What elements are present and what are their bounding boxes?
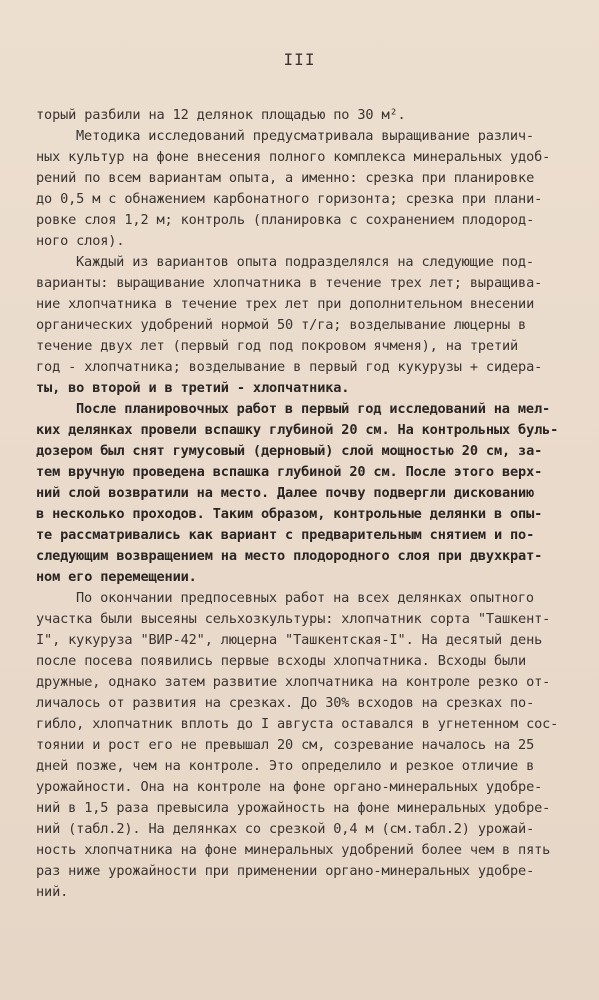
text-line: гибло, хлопчатник вплоть до I августа оставался в угнетенном сос- [36,716,559,732]
page-number: III [283,50,316,69]
text-line: те рассматривались как вариант с предварительным снятием и по- [36,527,535,543]
text-line: тем вручную проведена вспашка глубиной 20 см. После этого верх- [36,464,543,480]
text-line: течение двух лет (первый год под покровом ячменя), на третий [36,338,519,354]
text-line: дозером был снят гумусовый (дерновый) слой мощностью 20 см, за- [36,443,543,459]
text-line: ний слой возвратили на место. Далее почву подвергли дискованию [36,485,535,501]
text-line: ность хлопчатника на фоне минеральных удобрений более чем в пять [36,842,551,858]
text-line: до 0,5 м с обнажением карбонатного горизонта; срезка при плани- [36,191,543,207]
text-line: I", кукуруза "ВИР-42", люцерна "Ташкентская-I". На десятый день [36,632,543,648]
text-line: после посева появились первые всходы хлопчатника. Всходы были [36,653,527,669]
body-text [36,105,581,903]
text-line: в несколько проходов. Таким образом, контрольные делянки в опы- [36,506,543,522]
text-line: год - хлопчатника; возделывание в первый год кукурузы + сидера- [36,359,543,375]
text-line: ние хлопчатника в течение трех лет при дополнительном внесении [36,296,535,312]
text-line: тоянии и рост его не превышал 20 см, созревание началось на 25 [36,737,535,753]
text-line: По окончании предпосевных работ на всех делянках опытного [76,590,534,606]
text-line: ты, во второй и в третий - хлопчатника. [36,380,350,396]
text-line: органических удобрений нормой 50 т/га; возделывание люцерны в [36,317,527,333]
text-line: торый разбили на 12 делянок площадью по 30 м². [36,107,406,123]
text-line: ний в 1,5 раза превысила урожайность на фоне минеральных удобре- [36,800,551,816]
text-line: личалось от развития на срезках. До 30% всходов на срезках по- [36,695,535,711]
text-line: раз ниже урожайности при применении органо-минеральных удобре- [36,863,535,879]
text-line: ных культур на фоне внесения полного комплекса минеральных удоб- [36,149,551,165]
text-line: Методика исследований предусматривала выращивание различ- [76,128,534,144]
text-line: ровке слоя 1,2 м; контроль (планировка с сохранением плодород- [36,212,535,228]
text-line: следующим возвращением на место плодородного слоя при двухкрат- [36,548,543,564]
text-line: ного слоя). [36,233,125,249]
text-line: Каждый из вариантов опыта подразделялся на следующие под- [76,254,534,270]
text-line: рений по всем вариантам опыта, а именно: срезка при планировке [36,170,535,186]
text-line: урожайности. Она на контроле на фоне органо-минеральных удобре- [36,779,543,795]
text-line: ний. [36,884,69,900]
text-line: дружные, однако затем развитие хлопчатника на контроле резко от- [36,674,551,690]
text-line: ний (табл.2). На делянках со срезкой 0,4 м (см.табл.2) урожай- [36,821,535,837]
text-line: После планировочных работ в первый год исследований на мел- [76,401,551,417]
text-line: участка были высеяны сельхозкультуры: хлопчатник сорта "Ташкент- [36,611,551,627]
text-line: варианты: выращивание хлопчатника в течение трех лет; выращива- [36,275,543,291]
text-line: ном его перемещении. [36,569,197,585]
text-line: дней позже, чем на контроле. Это определило и резкое отличие в [36,758,535,774]
text-line: ких делянках провели вспашку глубиной 20 см. На контрольных буль- [36,422,559,438]
